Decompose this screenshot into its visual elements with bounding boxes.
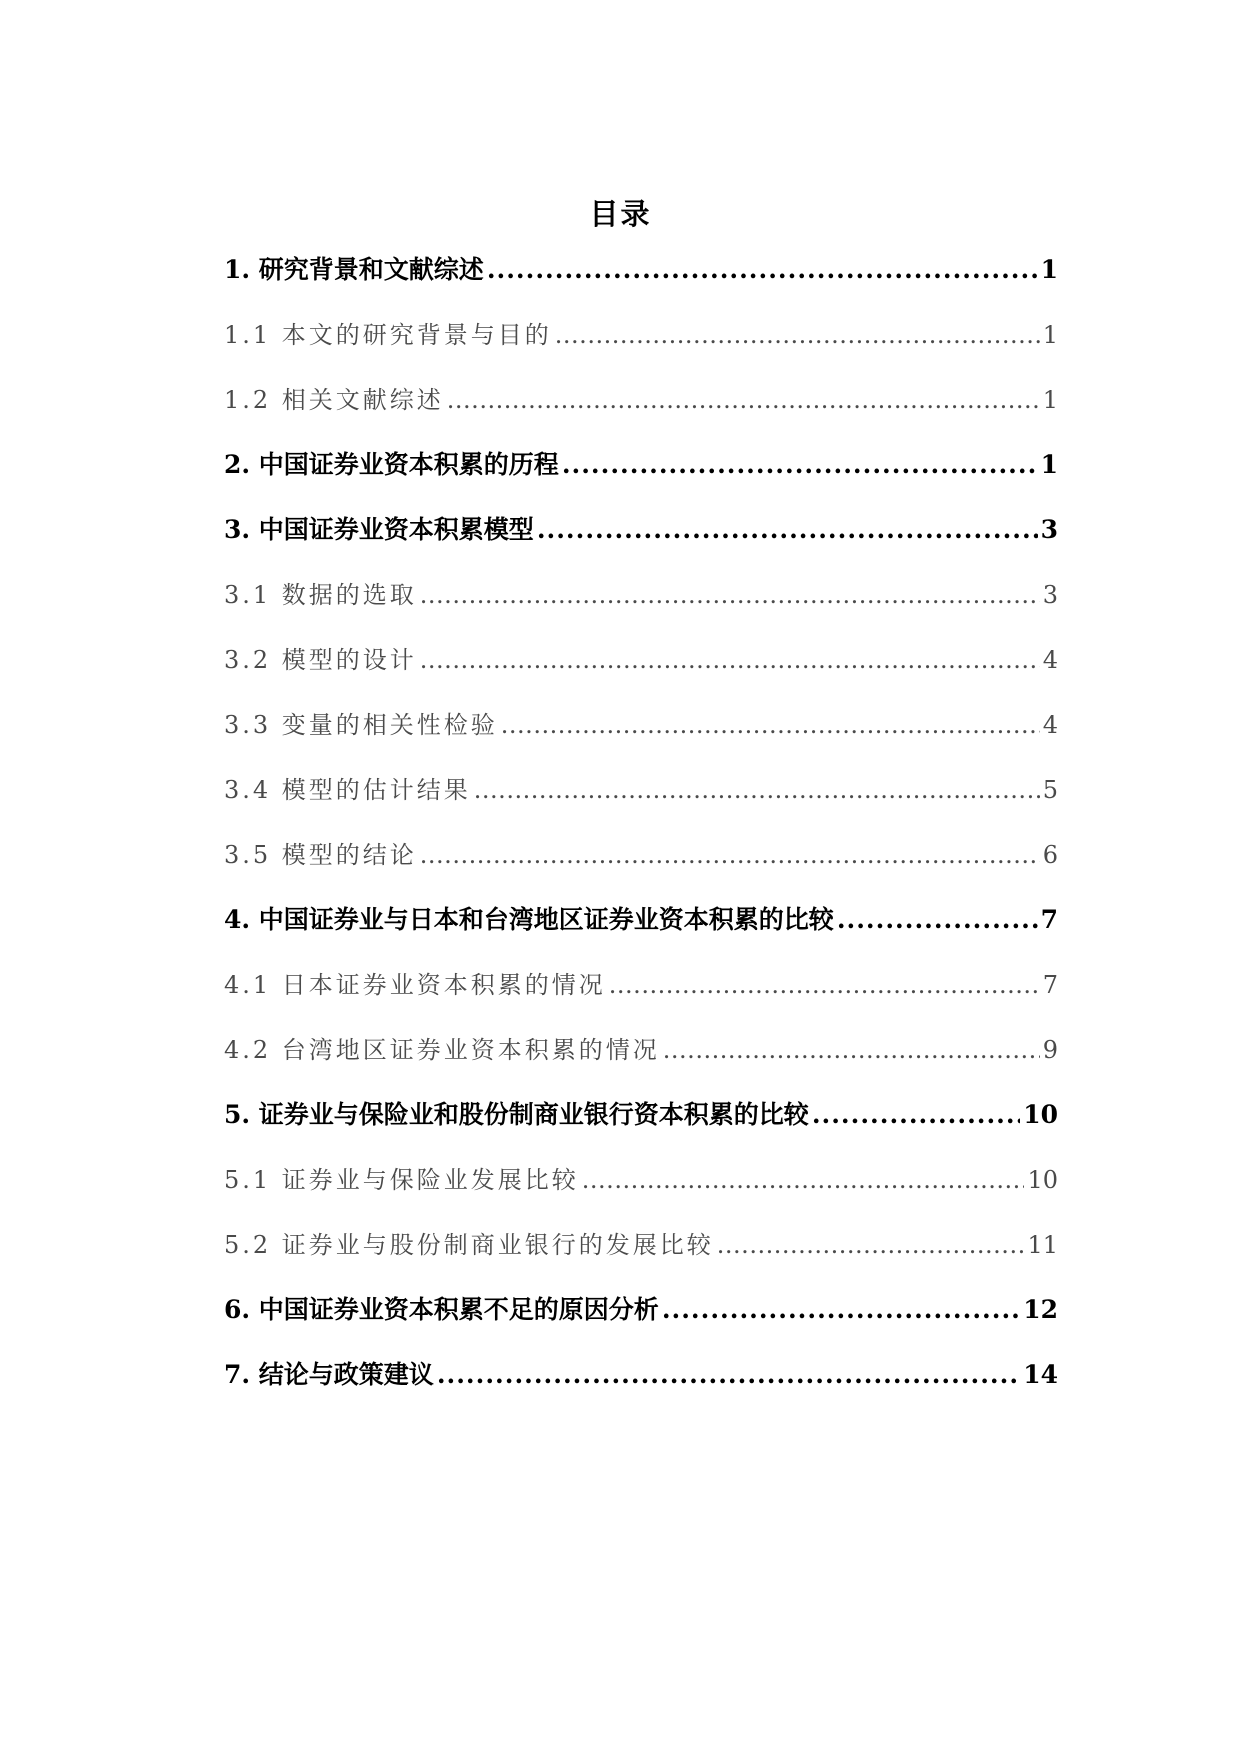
toc-section-entry[interactable] <box>224 1030 1058 1095</box>
table-of-contents <box>224 250 1058 1420</box>
toc-entry-label: 2. 中国证券业资本积累的历程 <box>224 450 559 479</box>
toc-entry-label: 5. 证券业与保险业和股份制商业银行资本积累的比较 <box>224 1100 809 1129</box>
toc-dot-leader <box>555 315 1040 355</box>
toc-section-entry[interactable] <box>224 705 1058 770</box>
toc-page-number: 10 <box>1023 1100 1058 1129</box>
toc-dot-leader <box>437 1355 1020 1395</box>
toc-chapter-entry[interactable] <box>224 510 1058 575</box>
toc-entry-label: 7. 结论与政策建议 <box>224 1360 434 1389</box>
toc-page-number: 1 <box>1042 321 1058 349</box>
toc-section-entry[interactable] <box>224 1225 1058 1290</box>
toc-page-number: 3 <box>1042 581 1058 609</box>
toc-dot-leader <box>474 770 1040 810</box>
toc-dot-leader <box>447 380 1040 420</box>
toc-dot-leader <box>662 1290 1020 1330</box>
toc-chapter-entry[interactable] <box>224 1355 1058 1420</box>
toc-page-number: 7 <box>1040 905 1058 934</box>
toc-dot-leader <box>717 1225 1025 1265</box>
toc-dot-leader <box>420 575 1040 615</box>
toc-section-entry[interactable] <box>224 380 1058 445</box>
toc-chapter-entry[interactable] <box>224 1095 1058 1160</box>
toc-entry-label: 1.2 相关文献综述 <box>224 386 444 414</box>
toc-page-number: 4 <box>1042 711 1058 739</box>
toc-page-number: 1 <box>1042 386 1058 414</box>
toc-chapter-entry[interactable] <box>224 250 1058 315</box>
toc-section-entry[interactable] <box>224 640 1058 705</box>
toc-dot-leader <box>420 640 1040 680</box>
toc-entry-label: 6. 中国证券业资本积累不足的原因分析 <box>224 1295 659 1324</box>
toc-page-number: 14 <box>1023 1360 1058 1389</box>
toc-page-number: 7 <box>1042 971 1058 999</box>
toc-dot-leader <box>537 510 1038 550</box>
toc-entry-label: 4.2 台湾地区证券业资本积累的情况 <box>224 1036 660 1064</box>
toc-entry-label: 5.2 证券业与股份制商业银行的发展比较 <box>224 1231 714 1259</box>
toc-entry-label: 1. 研究背景和文献综述 <box>224 255 484 284</box>
toc-chapter-entry[interactable] <box>224 1290 1058 1355</box>
toc-chapter-entry[interactable] <box>224 900 1058 965</box>
toc-section-entry[interactable] <box>224 575 1058 640</box>
toc-dot-leader <box>812 1095 1020 1135</box>
toc-title: 目录 <box>589 197 652 231</box>
toc-section-entry[interactable] <box>224 835 1058 900</box>
toc-entry-label: 3.1 数据的选取 <box>224 581 417 609</box>
toc-page-number: 5 <box>1042 776 1058 804</box>
toc-section-entry[interactable] <box>224 1160 1058 1225</box>
toc-page-number: 12 <box>1023 1295 1058 1324</box>
toc-dot-leader <box>562 445 1038 485</box>
toc-entry-label: 3.4 模型的估计结果 <box>224 776 471 804</box>
toc-dot-leader <box>420 835 1040 875</box>
toc-entry-label: 4.1 日本证券业资本积累的情况 <box>224 971 606 999</box>
toc-section-entry[interactable] <box>224 315 1058 380</box>
toc-page-number: 10 <box>1027 1166 1058 1194</box>
toc-page-number: 1 <box>1040 255 1058 284</box>
toc-entry-label: 3.2 模型的设计 <box>224 646 417 674</box>
toc-section-entry[interactable] <box>224 770 1058 835</box>
toc-dot-leader <box>663 1030 1040 1070</box>
toc-page-number: 9 <box>1042 1036 1058 1064</box>
toc-entry-label: 3.5 模型的结论 <box>224 841 417 869</box>
toc-entry-label: 3.3 变量的相关性检验 <box>224 711 498 739</box>
toc-chapter-entry[interactable] <box>224 445 1058 510</box>
toc-dot-leader <box>837 900 1038 940</box>
toc-page-number: 6 <box>1042 841 1058 869</box>
toc-section-entry[interactable] <box>224 965 1058 1030</box>
toc-dot-leader <box>582 1160 1025 1200</box>
toc-page-number: 3 <box>1040 515 1058 544</box>
toc-page-number: 11 <box>1027 1231 1058 1259</box>
toc-dot-leader <box>501 705 1040 745</box>
toc-dot-leader <box>609 965 1040 1005</box>
toc-entry-label: 3. 中国证券业资本积累模型 <box>224 515 534 544</box>
toc-page-number: 4 <box>1042 646 1058 674</box>
toc-dot-leader <box>487 250 1038 290</box>
toc-page-number: 1 <box>1040 450 1058 479</box>
toc-entry-label: 1.1 本文的研究背景与目的 <box>224 321 552 349</box>
toc-entry-label: 4. 中国证券业与日本和台湾地区证券业资本积累的比较 <box>224 905 834 934</box>
toc-entry-label: 5.1 证券业与保险业发展比较 <box>224 1166 579 1194</box>
